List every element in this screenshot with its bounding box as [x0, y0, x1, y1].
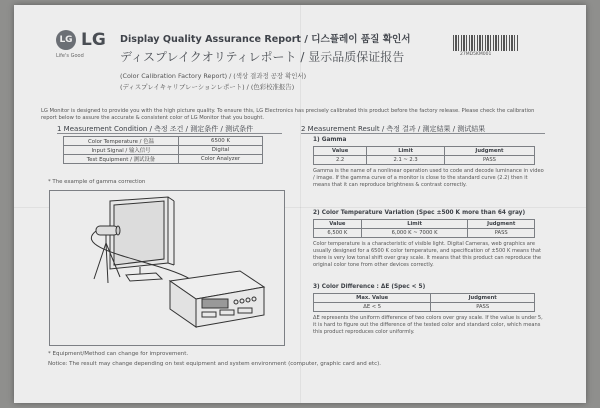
notice-footnote: Notice: The result may change depending on test equipment and system environment (computer, graphic card and etc).: [48, 361, 382, 367]
color-difference-value: ΔE < 5: [314, 303, 431, 312]
color-temperature-limit: 6,000 K ~ 7000 K: [361, 229, 468, 238]
column-header: Value: [314, 220, 362, 229]
barcode-number: 27MD5KM001: [460, 52, 492, 57]
color-temperature-value: 6,500 K: [314, 229, 362, 238]
table-row: [314, 303, 535, 312]
color-temperature-table: [313, 219, 535, 238]
gamma-heading: 1) Gamma: [313, 137, 347, 143]
gamma-value: 2.2: [314, 156, 367, 165]
column-header: Judgment: [444, 147, 534, 156]
lg-tagline: Life's Good: [56, 53, 84, 59]
gamma-limit: 2.1 ~ 2.3: [367, 156, 445, 165]
column-header: Value: [314, 147, 367, 156]
table-row: [64, 146, 263, 155]
column-header: Limit: [361, 220, 468, 229]
section1-heading: 1 Measurement Condition / 측정 조건 / 測定条件 / 测试条件: [57, 125, 254, 133]
report-title-jp-cn: ディスプレイクオリティレポート / 显示品质保证报告: [120, 50, 405, 64]
section2-heading: 2 Measurement Result / 측정 결과 / 測定結果 / 测试結果: [301, 125, 486, 133]
gamma-table: [313, 146, 535, 165]
equipment-footnote: * Equipment/Method can change for improvement.: [48, 351, 189, 357]
measurement-condition-table: [63, 136, 263, 164]
condition-label: Test Equipment / 测试设备: [64, 155, 179, 164]
condition-value: Color Analyzer: [179, 155, 263, 164]
condition-value: Digital: [179, 146, 263, 155]
report-title-block: [120, 31, 440, 91]
section1-divider: [57, 133, 282, 134]
condition-value: 6500 K: [179, 137, 263, 146]
table-header-row: [314, 294, 535, 303]
condition-label: Color Temperature / 色温: [64, 137, 179, 146]
column-header: Judgment: [431, 294, 535, 303]
table-header-row: [314, 147, 535, 156]
report-subtitle-2: (ディスプレイキャリブレーションレポート) / (色彩校准报告): [120, 83, 295, 91]
color-difference-heading: 3) Color Difference : ΔE (Spec < 5): [313, 284, 426, 290]
report-subtitle-1: (Color Calibration Factory Report) / (색상 결과정 공장 확인서): [120, 72, 307, 80]
table-row: [314, 156, 535, 165]
gamma-correction-illustration: [49, 190, 285, 346]
intro-text: LG Monitor is designed to provide you with the high picture quality. To ensure this, LG Electronics has precisely calibrated this product before the factory release. Please check the calibration report below to assure the accurate & consistent color of LG Monitor that you bought.: [41, 108, 535, 121]
color-temperature-heading: 2) Color Temperature Variation (Spec ±500 K more than 64 gray): [313, 210, 526, 216]
calibration-setup-drawing: [50, 191, 284, 345]
lg-logo-text: LG: [81, 30, 106, 50]
lg-logo-mark: LG: [56, 30, 76, 50]
gamma-example-note: * The example of gamma correction: [48, 179, 146, 185]
color-difference-judgment: PASS: [431, 303, 535, 312]
table-row: [64, 137, 263, 146]
gamma-description: Gamma is the name of a nonlinear operation used to code and decode luminance in video / image. If the gamma curve of a monitor is close to the standard curve (2.2) then it means that it can reproduce brightness & contrast correctly.: [313, 168, 544, 188]
color-difference-table: [313, 293, 535, 312]
color-temperature-description: Color temperature is a characteristic of visible light. Digital Cameras, web graphics are usually designed for a 6500 K color temperature, and specification of ±500 K means that there is very low tonal shift over gray scale. It means that this product can reproduce the original color tone from other devices correctly.: [313, 241, 542, 268]
report-title: Display Quality Assurance Report / 디스플레이 품질 확인서: [120, 34, 411, 45]
table-row: [64, 155, 263, 164]
barcode-icon: [453, 35, 519, 51]
table-header-row: [314, 220, 535, 229]
gamma-judgment: PASS: [444, 156, 534, 165]
column-header: Judgment: [468, 220, 535, 229]
column-header: Max. Value: [314, 294, 431, 303]
condition-label: Input Signal / 输入信号: [64, 146, 179, 155]
section2-divider: [301, 133, 545, 134]
column-header: Limit: [367, 147, 445, 156]
color-difference-description: ΔE represents the uniform difference of two colors over gray scale. If the value is under 5, it is hard to figure out the difference of the tested color and standard color, which means this product reproduces color uniformly.: [313, 315, 543, 335]
table-row: [314, 229, 535, 238]
color-temperature-judgment: PASS: [468, 229, 535, 238]
